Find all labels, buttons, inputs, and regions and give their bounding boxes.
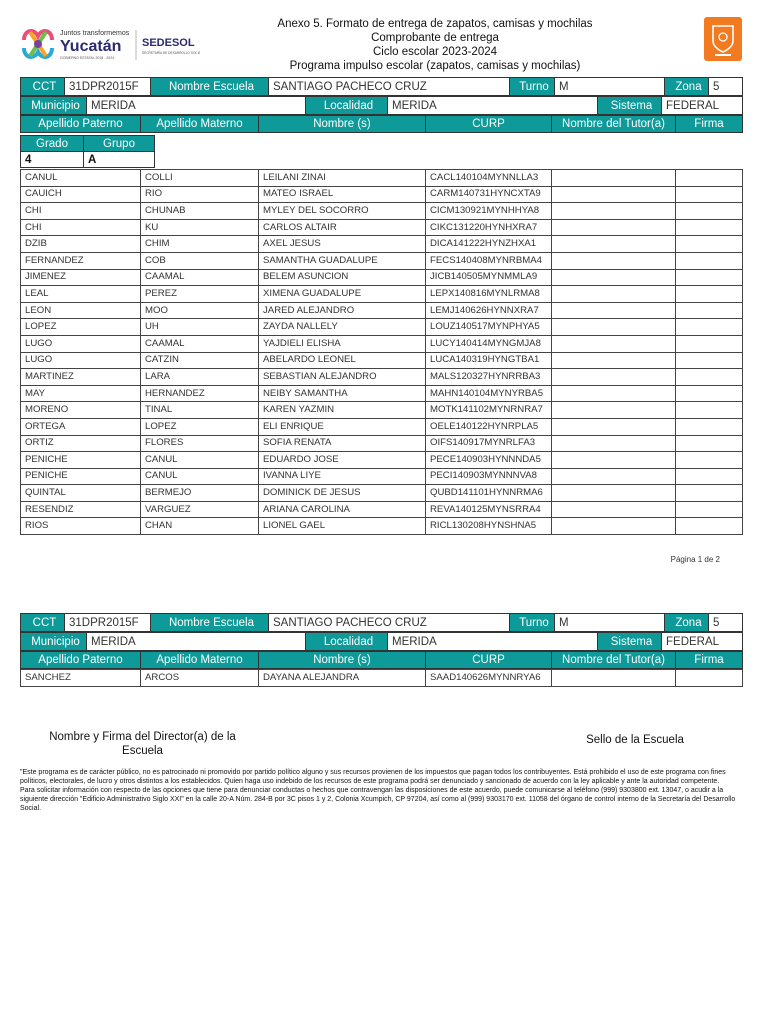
- apellido-paterno-cell: LOPEZ: [21, 319, 141, 336]
- apellido-materno-cell: ARCOS: [141, 670, 259, 687]
- student-row: [21, 252, 743, 269]
- apellido-paterno-cell: QUINTAL: [21, 485, 141, 502]
- grupo-value: A: [84, 152, 155, 168]
- tutor-cell: [552, 269, 676, 286]
- turno-label: Turno: [510, 614, 555, 632]
- nombre-cell: ARIANA CAROLINA: [259, 501, 426, 518]
- nombre-cell: CARLOS ALTAIR: [259, 219, 426, 236]
- curp-cell: CACL140104MYNNLLA3: [426, 170, 552, 187]
- svg-text:SEDESOL: SEDESOL: [142, 37, 195, 49]
- svg-text:SECRETARÍA DE DESARROLLO SOCIA: SECRETARÍA DE DESARROLLO SOCIAL: [142, 51, 200, 55]
- curp-cell: REVA140125MYNSRRA4: [426, 501, 552, 518]
- curp-cell: CIKC131220HYNHXRA7: [426, 219, 552, 236]
- apellido-paterno-cell: DZIB: [21, 236, 141, 253]
- student-row: [21, 468, 743, 485]
- col-tutor: Nombre del Tutor(a): [552, 116, 676, 133]
- nombre-cell: JARED ALEJANDRO: [259, 302, 426, 319]
- curp-cell: LEMJ140626HYNNXRA7: [426, 302, 552, 319]
- apellido-paterno-cell: CHI: [21, 219, 141, 236]
- sistema-label: Sistema: [598, 633, 662, 651]
- municipio-label: Municipio: [21, 97, 87, 115]
- student-row: [21, 319, 743, 336]
- tutor-cell: [552, 219, 676, 236]
- tutor-cell: [552, 485, 676, 502]
- nombre-cell: ELI ENRIQUE: [259, 418, 426, 435]
- apellido-paterno-cell: SANCHEZ: [21, 670, 141, 687]
- student-row: [21, 302, 743, 319]
- localidad-value: MERIDA: [388, 97, 598, 115]
- apellido-materno-cell: KU: [141, 219, 259, 236]
- student-row: [21, 203, 743, 220]
- tutor-cell: [552, 319, 676, 336]
- nombre-cell: MYLEY DEL SOCORRO: [259, 203, 426, 220]
- curp-cell: LOUZ140517MYNPHYA5: [426, 319, 552, 336]
- student-row: [21, 670, 743, 687]
- curp-cell: QUBD141101HYNNRMA6: [426, 485, 552, 502]
- grado-value: 4: [21, 152, 84, 168]
- tutor-cell: [552, 252, 676, 269]
- apellido-paterno-cell: ORTIZ: [21, 435, 141, 452]
- nombre-cell: AXEL JESUS: [259, 236, 426, 253]
- student-row: [21, 219, 743, 236]
- school-shield-icon: [704, 17, 742, 61]
- apellido-paterno-cell: CHI: [21, 203, 141, 220]
- cct-label: CCT: [21, 614, 65, 632]
- curp-cell: RICL130208HYNSHNA5: [426, 518, 552, 535]
- firma-cell: [676, 352, 743, 369]
- tutor-cell: [552, 186, 676, 203]
- apellido-paterno-cell: FERNANDEZ: [21, 252, 141, 269]
- tutor-cell: [552, 335, 676, 352]
- zona-value: 5: [709, 78, 743, 96]
- apellido-paterno-cell: MAY: [21, 385, 141, 402]
- curp-cell: MAHN140104MYNYRBA5: [426, 385, 552, 402]
- firma-cell: [676, 203, 743, 220]
- localidad-value: MERIDA: [388, 633, 598, 651]
- apellido-materno-cell: CHAN: [141, 518, 259, 535]
- tutor-cell: [552, 518, 676, 535]
- nombre-cell: SEBASTIAN ALEJANDRO: [259, 369, 426, 386]
- curp-cell: LUCA140319HYNGTBA1: [426, 352, 552, 369]
- curp-cell: CICM130921MYNHHYA8: [426, 203, 552, 220]
- contact-info: Para solicitar información con respecto de las opciones que tiene para denunciar conductas o hechos que contravengan las disposiciones de este acuerdo, puede comunicarse al teléfono (999) 9303800 ext. 13047, o acudir a la siguiente dirección "Edificio Administrativo Siglo XXI" en la calle 20-A Núm. 284-B por 3C pisos 1 y 2, Colonia Xcumpich, CP 97204, así como al (999) 9303170 ext. 11058 del órgano de control interno de la Secretaría del Desarrollo Social.: [20, 787, 736, 812]
- school-seal-label: Sello de la Escuela: [586, 734, 684, 746]
- svg-text:GOBIERNO ESTATAL 2018 - 2024: GOBIERNO ESTATAL 2018 - 2024: [60, 56, 115, 60]
- col-curp: CURP: [426, 652, 552, 669]
- tutor-cell: [552, 501, 676, 518]
- student-row: [21, 518, 743, 535]
- apellido-paterno-cell: CAUICH: [21, 186, 141, 203]
- firma-cell: [676, 269, 743, 286]
- apellido-materno-cell: FLORES: [141, 435, 259, 452]
- apellido-materno-cell: CHIM: [141, 236, 259, 253]
- apellido-paterno-cell: RESENDIZ: [21, 501, 141, 518]
- title-line-cycle: Ciclo escolar 2023-2024: [372, 46, 498, 58]
- student-row: [21, 452, 743, 469]
- turno-value: M: [555, 78, 665, 96]
- tutor-cell: [552, 468, 676, 485]
- school-name-label: Nombre Escuela: [151, 614, 269, 632]
- school-name-value: SANTIAGO PACHECO CRUZ: [269, 78, 510, 96]
- apellido-materno-cell: CANUL: [141, 468, 259, 485]
- apellido-paterno-cell: RIOS: [21, 518, 141, 535]
- col-apellido-paterno: Apellido Paterno: [21, 652, 141, 669]
- student-row: [21, 485, 743, 502]
- nombre-cell: ZAYDA NALLELY: [259, 319, 426, 336]
- director-signature-label: Nombre y Firma del Director(a) de la Escuela: [49, 731, 236, 757]
- curp-cell: DICA141222HYNZHXA1: [426, 236, 552, 253]
- tutor-cell: [552, 203, 676, 220]
- student-row: [21, 402, 743, 419]
- student-row: [21, 170, 743, 187]
- apellido-paterno-cell: LUGO: [21, 352, 141, 369]
- tutor-cell: [552, 369, 676, 386]
- apellido-materno-cell: COB: [141, 252, 259, 269]
- apellido-materno-cell: CATZIN: [141, 352, 259, 369]
- apellido-paterno-cell: LUGO: [21, 335, 141, 352]
- student-table-page-1: [20, 169, 743, 535]
- nombre-cell: IVANNA LIYE: [259, 468, 426, 485]
- firma-cell: [676, 252, 743, 269]
- nombre-cell: SOFIA RENATA: [259, 435, 426, 452]
- apellido-materno-cell: CAAMAL: [141, 335, 259, 352]
- student-rows-body: [21, 170, 743, 535]
- tutor-cell: [552, 236, 676, 253]
- zona-label: Zona: [665, 614, 709, 632]
- turno-label: Turno: [510, 78, 555, 96]
- tutor-cell: [552, 286, 676, 303]
- curp-cell: LEPX140816MYNLRMA8: [426, 286, 552, 303]
- apellido-paterno-cell: LEAL: [21, 286, 141, 303]
- legal-footer: [20, 768, 742, 813]
- curp-cell: OIFS140917MYNRLFA3: [426, 435, 552, 452]
- apellido-materno-cell: COLLI: [141, 170, 259, 187]
- title-line-program: Programa impulso escolar (zapatos, camisas y mochilas): [289, 60, 581, 72]
- curp-cell: PECE140903HYNNNDA5: [426, 452, 552, 469]
- page-number: Página 1 de 2: [670, 555, 720, 564]
- apellido-materno-cell: VARGUEZ: [141, 501, 259, 518]
- nombre-cell: SAMANTHA GUADALUPE: [259, 252, 426, 269]
- curp-cell: MOTK141102MYNRNRA7: [426, 402, 552, 419]
- curp-cell: LUCY140414MYNGMJA8: [426, 335, 552, 352]
- nombre-cell: NEIBY SAMANTHA: [259, 385, 426, 402]
- student-row: [21, 335, 743, 352]
- firma-cell: [676, 302, 743, 319]
- cct-value: 31DPR2015F: [65, 78, 151, 96]
- nombre-cell: EDUARDO JOSE: [259, 452, 426, 469]
- apellido-materno-cell: CHUNAB: [141, 203, 259, 220]
- firma-cell: [676, 186, 743, 203]
- tutor-cell: [552, 435, 676, 452]
- firma-cell: [676, 452, 743, 469]
- school-info-row-2-page-2: [20, 632, 743, 651]
- firma-cell: [676, 286, 743, 303]
- localidad-label: Localidad: [306, 97, 388, 115]
- grado-label: Grado: [21, 136, 84, 152]
- apellido-materno-cell: RIO: [141, 186, 259, 203]
- school-info-row-1-page-2: [20, 613, 743, 632]
- curp-cell: PECI140903MYNNNVA8: [426, 468, 552, 485]
- firma-cell: [676, 468, 743, 485]
- nombre-cell: KAREN YAZMIN: [259, 402, 426, 419]
- apellido-paterno-cell: LEON: [21, 302, 141, 319]
- nombre-cell: XIMENA GUADALUPE: [259, 286, 426, 303]
- column-header-row: [20, 115, 743, 133]
- curp-cell: OELE140122HYNRPLA5: [426, 418, 552, 435]
- col-curp: CURP: [426, 116, 552, 133]
- tutor-cell: [552, 402, 676, 419]
- apellido-paterno-cell: MORENO: [21, 402, 141, 419]
- firma-cell: [676, 170, 743, 187]
- apellido-paterno-cell: ORTEGA: [21, 418, 141, 435]
- program-logo: [704, 17, 742, 61]
- cct-value: 31DPR2015F: [65, 614, 151, 632]
- student-row: [21, 418, 743, 435]
- nombre-cell: ABELARDO LEONEL: [259, 352, 426, 369]
- apellido-materno-cell: TINAL: [141, 402, 259, 419]
- firma-cell: [676, 335, 743, 352]
- localidad-label: Localidad: [306, 633, 388, 651]
- municipio-value: MERIDA: [87, 97, 306, 115]
- grade-group-table: [20, 135, 155, 168]
- legal-disclaimer: "Este programa es de carácter público, no es patrocinado ni promovido por partido político alguno y sus recursos provienen de los impuestos que pagan todos los contribuyentes. Está prohibido el uso de este programa con fines políticos, electorales, de lucro y otros distintos a los establecidos. Quien haga uso indebido de los recursos de este programa podrá ser denunciado y sancionado de acuerdo con la ley aplicable y ante la autoridad competente.: [20, 769, 726, 785]
- firma-cell: [676, 369, 743, 386]
- firma-cell: [676, 319, 743, 336]
- nombre-cell: YAJDIELI ELISHA: [259, 335, 426, 352]
- student-row: [21, 236, 743, 253]
- student-table-page-2: [20, 669, 743, 687]
- apellido-paterno-cell: CANUL: [21, 170, 141, 187]
- yucatan-logo-icon: [20, 24, 200, 64]
- yucatan-sedesol-logo: [20, 24, 200, 64]
- curp-cell: SAAD140626MYNNRYA6: [426, 670, 552, 687]
- tutor-cell: [552, 385, 676, 402]
- apellido-materno-cell: MOO: [141, 302, 259, 319]
- firma-cell: [676, 670, 743, 687]
- firma-cell: [676, 402, 743, 419]
- apellido-materno-cell: BERMEJO: [141, 485, 259, 502]
- title-line-receipt: Comprobante de entrega: [371, 32, 499, 44]
- sistema-value: FEDERAL: [662, 97, 743, 115]
- tutor-cell: [552, 170, 676, 187]
- apellido-materno-cell: PEREZ: [141, 286, 259, 303]
- apellido-materno-cell: CAAMAL: [141, 269, 259, 286]
- tutor-cell: [552, 418, 676, 435]
- student-row: [21, 369, 743, 386]
- nombre-cell: LIONEL GAEL: [259, 518, 426, 535]
- sistema-value: FEDERAL: [662, 633, 743, 651]
- col-nombre: Nombre (s): [259, 652, 426, 669]
- apellido-materno-cell: CANUL: [141, 452, 259, 469]
- tutor-cell: [552, 452, 676, 469]
- col-apellido-materno: Apellido Materno: [141, 116, 259, 133]
- apellido-materno-cell: HERNANDEZ: [141, 385, 259, 402]
- firma-cell: [676, 501, 743, 518]
- student-row: [21, 352, 743, 369]
- curp-cell: CARM140731HYNCXTA9: [426, 186, 552, 203]
- student-row: [21, 269, 743, 286]
- student-row: [21, 186, 743, 203]
- document-title: [210, 17, 660, 73]
- school-name-value: SANTIAGO PACHECO CRUZ: [269, 614, 510, 632]
- student-rows-body: [21, 670, 743, 687]
- apellido-materno-cell: LOPEZ: [141, 418, 259, 435]
- col-nombre: Nombre (s): [259, 116, 426, 133]
- apellido-paterno-cell: JIMENEZ: [21, 269, 141, 286]
- municipio-label: Municipio: [21, 633, 87, 651]
- col-apellido-paterno: Apellido Paterno: [21, 116, 141, 133]
- svg-text:Juntos transformemos: Juntos transformemos: [60, 30, 130, 37]
- firma-cell: [676, 518, 743, 535]
- student-row: [21, 435, 743, 452]
- firma-cell: [676, 385, 743, 402]
- curp-cell: JICB140505MYNMMLA9: [426, 269, 552, 286]
- nombre-cell: LEILANI ZINAI: [259, 170, 426, 187]
- turno-value: M: [555, 614, 665, 632]
- firma-cell: [676, 418, 743, 435]
- school-info-row-1: [20, 77, 743, 96]
- title-line-annex: Anexo 5. Formato de entrega de zapatos, camisas y mochilas: [277, 18, 593, 30]
- municipio-value: MERIDA: [87, 633, 306, 651]
- firma-cell: [676, 485, 743, 502]
- zona-value: 5: [709, 614, 743, 632]
- apellido-materno-cell: LARA: [141, 369, 259, 386]
- student-row: [21, 286, 743, 303]
- apellido-paterno-cell: PENICHE: [21, 452, 141, 469]
- apellido-paterno-cell: PENICHE: [21, 468, 141, 485]
- col-firma: Firma: [676, 652, 743, 669]
- zona-label: Zona: [665, 78, 709, 96]
- apellido-materno-cell: UH: [141, 319, 259, 336]
- grupo-label: Grupo: [84, 136, 155, 152]
- firma-cell: [676, 219, 743, 236]
- school-name-label: Nombre Escuela: [151, 78, 269, 96]
- curp-cell: MALS120327HYNRRBA3: [426, 369, 552, 386]
- student-row: [21, 385, 743, 402]
- curp-cell: FECS140408MYNRBMA4: [426, 252, 552, 269]
- col-apellido-materno: Apellido Materno: [141, 652, 259, 669]
- nombre-cell: DAYANA ALEJANDRA: [259, 670, 426, 687]
- tutor-cell: [552, 352, 676, 369]
- col-tutor: Nombre del Tutor(a): [552, 652, 676, 669]
- column-header-row-page-2: [20, 651, 743, 669]
- sistema-label: Sistema: [598, 97, 662, 115]
- firma-cell: [676, 236, 743, 253]
- school-info-row-2: [20, 96, 743, 115]
- nombre-cell: MATEO ISRAEL: [259, 186, 426, 203]
- svg-text:Yucatán: Yucatán: [60, 38, 122, 55]
- firma-cell: [676, 435, 743, 452]
- tutor-cell: [552, 670, 676, 687]
- tutor-cell: [552, 302, 676, 319]
- cct-label: CCT: [21, 78, 65, 96]
- col-firma: Firma: [676, 116, 743, 133]
- apellido-paterno-cell: MARTINEZ: [21, 369, 141, 386]
- nombre-cell: DOMINICK DE JESUS: [259, 485, 426, 502]
- student-row: [21, 501, 743, 518]
- nombre-cell: BELEM ASUNCION: [259, 269, 426, 286]
